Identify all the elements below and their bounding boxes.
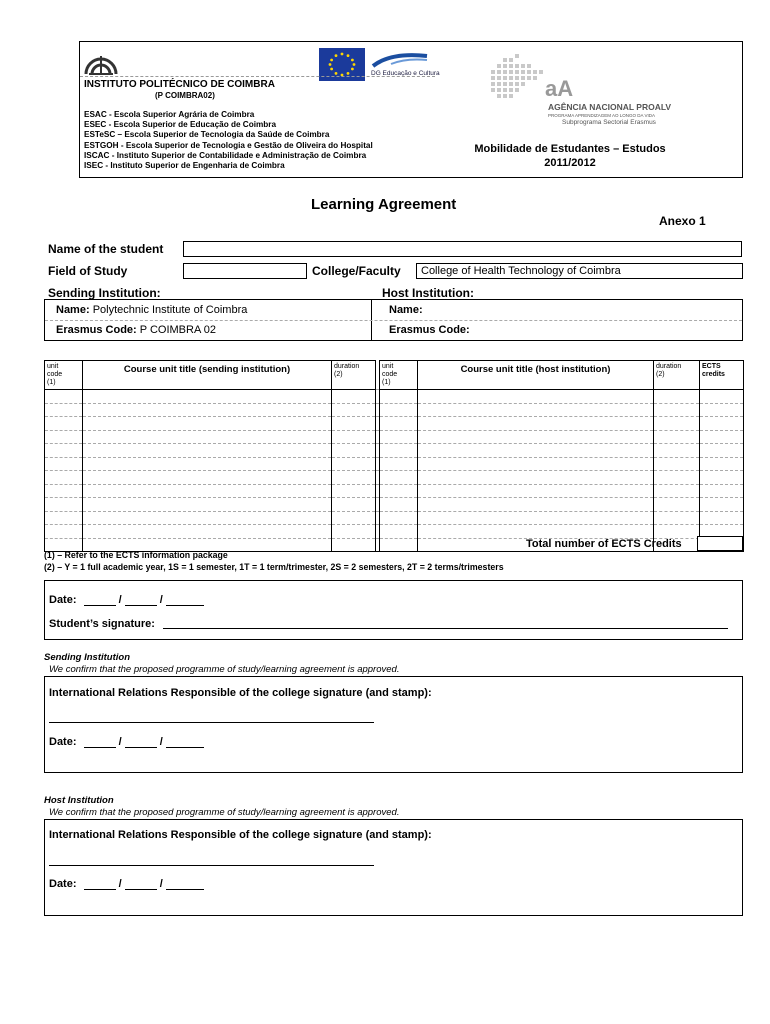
agency-name: AGÊNCIA NACIONAL PROALV	[548, 102, 672, 112]
institution-box	[44, 299, 743, 341]
svg-text:aA: aA	[545, 76, 574, 101]
host-approval-box	[44, 819, 743, 916]
table-row[interactable]	[45, 525, 744, 539]
host-heading: Host Institution:	[382, 286, 474, 300]
table-header-row: unit code (1) Course unit title (sending institution) duration (2) unit code (1) Course unit title (host institution) duration (2) ECTS credits	[45, 361, 744, 390]
institute-code: (P COIMBRA02)	[155, 91, 215, 100]
note-2: (2) – Y = 1 full academic year, 1S = 1 semester, 1T = 1 term/trimester, 2S = 2 semesters, 2T = 2 terms/trimesters	[44, 562, 504, 572]
table-row[interactable]	[45, 498, 744, 512]
host-responsible-label: International Relations Responsible of the college signature (and stamp):	[49, 829, 432, 841]
college-label: College/Faculty	[312, 264, 401, 278]
student-signature-label: Student’s signature:	[49, 618, 155, 630]
table-row[interactable]	[45, 511, 744, 525]
host-date[interactable]: Date: / /	[49, 878, 204, 890]
student-date[interactable]: Date: / /	[49, 594, 204, 606]
total-ects-label: Total number of ECTS Credits	[526, 538, 682, 550]
host-signature-line[interactable]	[49, 865, 374, 866]
college-field[interactable]: College of Health Technology of Coimbra	[416, 263, 743, 279]
agency-sub2: Subprograma Sectorial Erasmus	[562, 119, 656, 126]
total-ects-field[interactable]	[697, 536, 743, 551]
table-row[interactable]	[45, 417, 744, 431]
sending-responsible-label: International Relations Responsible of the college signature (and stamp):	[49, 687, 432, 699]
student-name-label: Name of the student	[48, 242, 164, 256]
institute-name: INSTITUTO POLITÉCNICO DE COIMBRA	[84, 79, 275, 90]
table-row[interactable]	[45, 390, 744, 404]
student-name-field[interactable]	[183, 241, 742, 257]
student-signature-line[interactable]	[163, 628, 728, 629]
school-item: ESTeSC – Escola Superior de Tecnologia da Saúde de Coimbra	[84, 130, 330, 140]
course-table	[44, 360, 744, 552]
sending-title-header: Course unit title (sending institution)	[83, 361, 332, 390]
sending-signature-line[interactable]	[49, 722, 374, 723]
school-item: ISCAC - Instituto Superior de Contabilidade e Administração de Coimbra	[84, 150, 367, 160]
table-row[interactable]	[45, 484, 744, 498]
note-1: (1) – Refer to the ECTS information package	[44, 550, 228, 560]
sending-approval-heading: Sending Institution	[44, 652, 131, 663]
school-item: ESAC - Escola Superior Agrária de Coimbra	[84, 110, 255, 119]
host-title-header: Course unit title (host institution)	[418, 361, 654, 390]
sending-approval-confirm: We confirm that the proposed programme of study/learning agreement is approved.	[49, 664, 400, 675]
schools-list	[84, 110, 373, 171]
sending-code: Erasmus Code: P COIMBRA 02	[56, 324, 216, 336]
dg-swoosh-icon	[371, 50, 429, 68]
host-code: Erasmus Code:	[389, 324, 470, 336]
table-row[interactable]	[45, 403, 744, 417]
header-box	[79, 41, 743, 178]
table-row[interactable]	[45, 457, 744, 471]
host-name: Name:	[389, 304, 423, 316]
agency-sub1: PROGRAMA APRENDIZAGEM AO LONGO DA VIDA	[548, 113, 656, 118]
program-year: 2011/2012	[544, 157, 596, 169]
host-approval-heading: Host Institution	[44, 795, 114, 806]
field-of-study-field[interactable]	[183, 263, 307, 279]
sending-date[interactable]: Date: / /	[49, 736, 204, 748]
ipc-logo-icon	[83, 46, 119, 76]
program-title: Mobilidade de Estudantes – Estudos	[474, 143, 666, 155]
school-item: ISEC - Instituto Superior de Engenharia de Coimbra	[84, 161, 285, 171]
sending-name: Name: Polytechnic Institute of Coimbra	[56, 304, 248, 316]
page-title: Learning Agreement	[311, 196, 457, 213]
school-item: ESEC - Escola Superior de Educação de Coimbra	[84, 120, 277, 130]
sending-code-value[interactable]: P COIMBRA 02	[139, 324, 216, 336]
table-row[interactable]	[45, 430, 744, 444]
annex-label: Anexo 1	[659, 214, 706, 228]
host-approval-confirm: We confirm that the proposed programme of study/learning agreement is approved.	[49, 807, 400, 818]
student-signature-box	[44, 580, 743, 640]
header-divider	[80, 76, 435, 77]
field-of-study-label: Field of Study	[48, 264, 128, 278]
sending-approval-box	[44, 676, 743, 773]
table-row[interactable]	[45, 471, 744, 485]
school-item: ESTGOH - Escola Superior de Tecnologia e Gestão de Oliveira do Hospital	[84, 140, 373, 150]
eu-logo-text: DG Educação e Cultura	[371, 70, 440, 77]
sending-name-value[interactable]: Polytechnic Institute of Coimbra	[92, 304, 248, 316]
table-row[interactable]	[45, 444, 744, 458]
sending-heading: Sending Institution:	[48, 286, 161, 300]
